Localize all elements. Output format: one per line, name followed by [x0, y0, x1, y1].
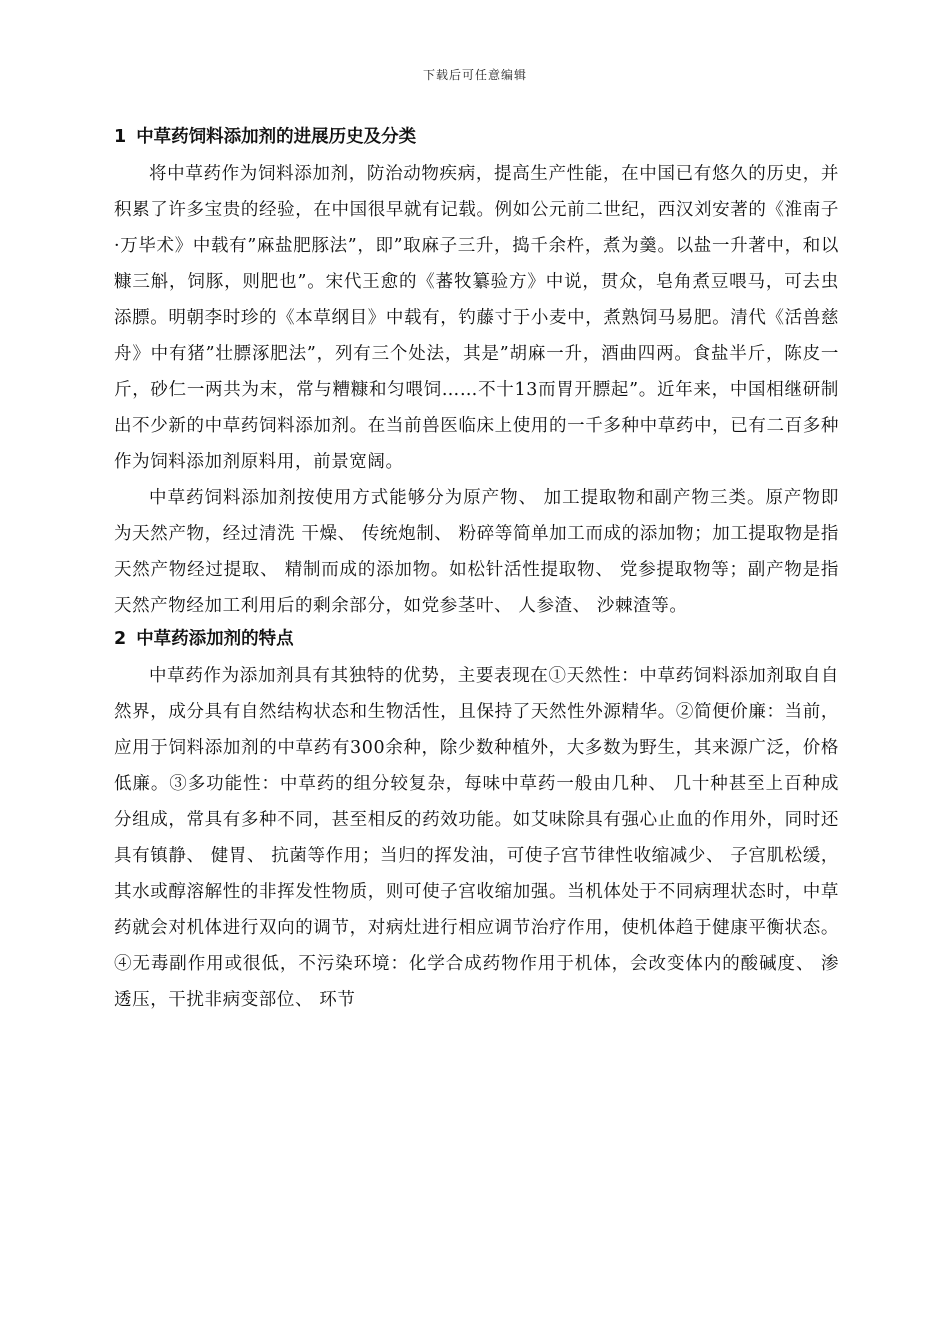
- paragraph: 中草药作为添加剂具有其独特的优势，主要表现在①天然性：中草药饲料添加剂取自自然界，成分具有自然结构状态和生物活性，且保持了天然性外源精华。②简便价廉：当前，应用于饲料添加剂的中草药有300余种，除少数种植外，大多数为野生，其来源广泛，价格低廉。③多功能性：中草药的组分较复杂，每味中草药一般由几种、 几十种甚至上百种成分组成，常具有多种不同，甚至相反的药效功能。如艾味除具有强心止血的作用外，同时还具有镇静、 健胃、 抗菌等作用；当归的挥发油，可使子宫节律性收缩减少、 子宫肌松缓，其水或醇溶解性的非挥发性物质，则可使子宫收缩加强。当机体处于不同病理状态时，中草药就会对机体进行双向的调节，对病灶进行相应调节治疗作用，使机体趋于健康平衡状态。④无毒副作用或很低，不污染环境：化学合成药物作用于机体，会改变体内的酸碱度、 渗透压，干扰非病变部位、 环节: [114, 666, 839, 1010]
- section-heading: [114, 122, 839, 152]
- section-title: 中草药饲料添加剂的进展历史及分类: [136, 127, 417, 147]
- paragraph: 将中草药作为饲料添加剂，防治动物疾病，提高生产性能，在中国已有悠久的历史，并积累了许多宝贵的经验，在中国很早就有记载。例如公元前二世纪，西汉刘安著的《淮南子·万毕术》中载有”麻盐肥豚法”，即”取麻子三升，捣千余杵，煮为羹。以盐一升著中，和以糠三斛，饲豚，则肥也”。宋代王愈的《蕃牧纂验方》中说，贯众，皂角煮豆喂马，可去虫添膘。明朝李时珍的《本草纲目》中载有，钓藤寸于小麦中，煮熟饲马易肥。清代《活兽慈舟》中有猪”壮膘涿肥法”，列有三个处法，其是”胡麻一升，酒曲四两。食盐半斤，陈皮一斤，砂仁一两共为末，常与糟糠和匀喂饲……不十13而胃开膘起”。近年来，中国相继研制出不少新的中草药饲料添加剂。在当前兽医临床上使用的一千多种中草药中，已有二百多种作为饲料添加剂原料用，前景宽阔。: [114, 164, 839, 472]
- section-heading: [114, 624, 839, 654]
- section-number: 1: [114, 127, 127, 147]
- paragraph: 中草药饲料添加剂按使用方式能够分为原产物、 加工提取物和副产物三类。原产物即为天然产物，经过清洗 干燥、 传统炮制、 粉碎等简单加工而成的添加物；加工提取物是指天然产物经过提取、 精制而成的添加物。如松针活性提取物、 党参提取物等；副产物是指天然产物经加工利用后的剩余部分，如党参茎叶、 人参渣、 沙棘渣等。: [114, 488, 839, 616]
- section-title: 中草药添加剂的特点: [136, 629, 294, 649]
- section-number: 2: [114, 629, 127, 649]
- document-body: [114, 122, 839, 1018]
- header-note: 下载后可任意编辑: [422, 68, 527, 82]
